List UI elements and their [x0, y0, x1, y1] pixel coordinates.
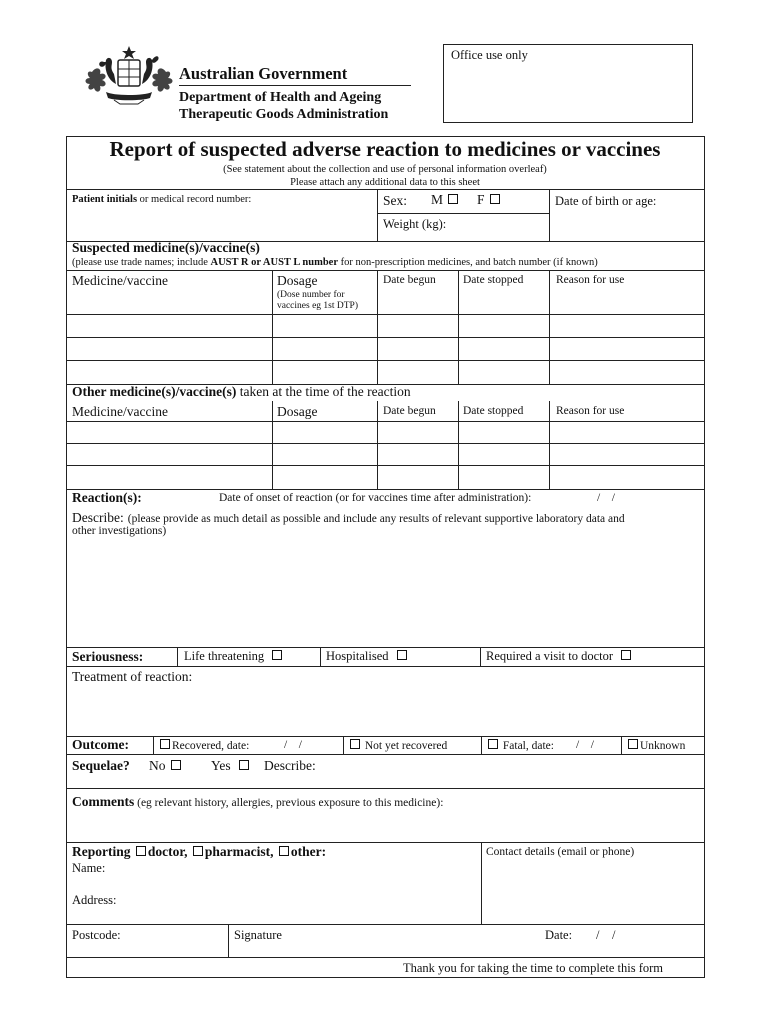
comments-input[interactable]	[70, 810, 702, 840]
other-row-1-dosage[interactable]	[274, 423, 375, 442]
suspected-row-1-date-stopped[interactable]	[460, 316, 547, 336]
outcome-not-recovered[interactable]: Not yet recovered	[348, 739, 447, 753]
suspected-col-medicine: Medicine/vaccine	[72, 273, 168, 288]
reaction-label: Reaction(s):	[72, 490, 142, 505]
suspected-col-date-stopped: Date stopped	[463, 274, 524, 286]
sex-male-checkbox[interactable]	[448, 194, 458, 204]
suspected-col-dosage-note-2: vaccines eg 1st DTP)	[277, 301, 358, 311]
visit-doctor-checkbox[interactable]	[621, 650, 631, 660]
other-row-1-medicine[interactable]	[68, 423, 270, 442]
other-row-2-dosage[interactable]	[274, 445, 375, 464]
treatment-input[interactable]	[70, 688, 702, 734]
reporting-label: Reporting doctor, pharmacist, other:	[72, 844, 327, 859]
unknown-checkbox[interactable]	[628, 739, 638, 749]
outcome-unknown[interactable]: Unknown	[626, 739, 685, 753]
reporter-address-input[interactable]	[128, 891, 478, 913]
reporter-name-input[interactable]	[115, 860, 477, 880]
comments-label: Comments (eg relevant history, allergies, previous exposure to this medicine):	[72, 794, 444, 809]
weight-label: Weight (kg):	[383, 217, 447, 231]
other-heading: Other medicine(s)/vaccine(s) taken at the time of the reaction	[72, 384, 411, 399]
reporter-doctor-checkbox[interactable]	[136, 846, 146, 856]
suspected-col-reason: Reason for use	[556, 274, 625, 286]
sequelae-describe-label: Describe:	[264, 758, 316, 773]
report-date-slashes: / /	[596, 928, 616, 942]
dob-label: Date of birth or age:	[555, 194, 657, 208]
suspected-row-2-medicine[interactable]	[68, 339, 270, 359]
weight-input[interactable]	[462, 215, 546, 237]
logo-rule	[179, 85, 411, 86]
life-threatening-checkbox[interactable]	[272, 650, 282, 660]
reaction-describe: Describe: (please provide as much detail as possible and include any results of relevant supportive laboratory data and	[72, 510, 625, 525]
sequelae-no-checkbox[interactable]	[171, 760, 181, 770]
other-row-3-dosage[interactable]	[274, 467, 375, 487]
reporter-address-label: Address:	[72, 893, 117, 907]
form-title: Report of suspected adverse reaction to medicines or vaccines	[109, 137, 661, 161]
seriousness-label: Seriousness:	[72, 649, 144, 664]
reaction-description-input[interactable]	[70, 540, 702, 645]
other-row-2-date-begun[interactable]	[379, 445, 456, 464]
government-crest	[84, 44, 174, 106]
outcome-recovered[interactable]: Recovered, date:	[158, 739, 249, 753]
sex-label: Sex:	[383, 193, 408, 208]
suspected-row-1-date-begun[interactable]	[379, 316, 456, 336]
suspected-row-2-dosage[interactable]	[274, 339, 375, 359]
reaction-onset-date: / /	[597, 492, 615, 504]
seriousness-visit-doctor[interactable]: Required a visit to doctor	[486, 650, 633, 664]
suspected-row-3-date-stopped[interactable]	[460, 362, 547, 382]
other-col-dosage: Dosage	[277, 404, 318, 419]
other-row-1-date-stopped[interactable]	[460, 423, 547, 442]
suspected-row-2-date-begun[interactable]	[379, 339, 456, 359]
suspected-col-dosage-note: (Dose number for	[277, 290, 345, 300]
seriousness-hospitalised[interactable]: Hospitalised	[326, 650, 409, 664]
patient-initials-input[interactable]	[72, 208, 372, 238]
reporter-pharmacist-checkbox[interactable]	[193, 846, 203, 856]
hospitalised-checkbox[interactable]	[397, 650, 407, 660]
coat-of-arms-icon	[84, 44, 174, 106]
signature-label: Signature	[234, 928, 282, 942]
seriousness-life-threatening[interactable]: Life threatening	[184, 650, 284, 664]
patient-initials-label: Patient initials or medical record number:	[72, 194, 252, 205]
other-row-1-date-begun[interactable]	[379, 423, 456, 442]
subtitle-attach: Please attach any additional data to this sheet	[290, 177, 480, 188]
contact-details-input[interactable]	[485, 862, 702, 922]
sex-female-checkbox[interactable]	[490, 194, 500, 204]
suspected-note: (please use trade names; include AUST R or AUST L number for non-prescription medicines, and batch number (if known)	[72, 257, 598, 268]
suspected-row-3-date-begun[interactable]	[379, 362, 456, 382]
suspected-heading: Suspected medicine(s)/vaccine(s)	[72, 240, 260, 255]
sequelae-no[interactable]: No	[149, 759, 183, 774]
treatment-label: Treatment of reaction:	[72, 669, 193, 684]
government-name: Australian Government	[179, 64, 348, 83]
agency-name: Therapeutic Goods Administration	[179, 107, 389, 122]
other-row-3-date-begun[interactable]	[379, 467, 456, 487]
sequelae-describe-input[interactable]	[326, 756, 702, 786]
outcome-recovered-date: / /	[284, 739, 302, 751]
dob-input[interactable]	[555, 212, 700, 238]
other-row-3-date-stopped[interactable]	[460, 467, 547, 487]
outcome-fatal-date: / /	[576, 739, 594, 751]
signature-input[interactable]	[292, 926, 538, 954]
reaction-onset-label: Date of onset of reaction (or for vaccines time after administration):	[219, 492, 532, 504]
suspected-row-2-reason[interactable]	[551, 339, 703, 359]
suspected-row-3-dosage[interactable]	[274, 362, 375, 382]
contact-details-label: Contact details (email or phone)	[486, 846, 635, 858]
other-row-2-reason[interactable]	[551, 445, 703, 464]
sequelae-label: Sequelae?	[72, 758, 130, 773]
other-row-3-reason[interactable]	[551, 467, 703, 487]
department-name: Department of Health and Ageing	[179, 90, 382, 105]
suspected-row-3-reason[interactable]	[551, 362, 703, 382]
recovered-checkbox[interactable]	[160, 739, 170, 749]
other-col-date-stopped: Date stopped	[463, 405, 524, 417]
suspected-col-date-begun: Date begun	[383, 274, 436, 286]
not-recovered-checkbox[interactable]	[350, 739, 360, 749]
subtitle-privacy: (See statement about the collection and use of personal information overleaf)	[223, 164, 547, 175]
suspected-row-1-reason[interactable]	[551, 316, 703, 336]
outcome-label: Outcome:	[72, 737, 129, 752]
other-col-reason: Reason for use	[556, 405, 625, 417]
suspected-row-1-medicine[interactable]	[68, 316, 270, 336]
suspected-row-2-date-stopped[interactable]	[460, 339, 547, 359]
reporter-other-checkbox[interactable]	[279, 846, 289, 856]
other-row-1-reason[interactable]	[551, 423, 703, 442]
other-col-date-begun: Date begun	[383, 405, 436, 417]
sex-male-option[interactable]: M	[431, 193, 460, 208]
suspected-col-dosage: Dosage	[277, 273, 318, 288]
sequelae-yes-checkbox[interactable]	[239, 760, 249, 770]
sequelae-yes[interactable]: Yes	[211, 759, 251, 774]
sex-female-option[interactable]: F	[477, 193, 502, 208]
report-date-label: Date:	[545, 928, 573, 942]
outcome-fatal[interactable]: Fatal, date:	[486, 739, 554, 753]
other-row-2-date-stopped[interactable]	[460, 445, 547, 464]
other-row-2-medicine[interactable]	[68, 445, 270, 464]
suspected-row-3-medicine[interactable]	[68, 362, 270, 382]
fatal-checkbox[interactable]	[488, 739, 498, 749]
footer-thanks: Thank you for taking the time to complete this form	[403, 961, 664, 975]
reporter-postcode-label: Postcode:	[72, 928, 121, 942]
reaction-describe-note-2: other investigations)	[72, 525, 167, 537]
other-col-medicine: Medicine/vaccine	[72, 404, 168, 419]
other-row-3-medicine[interactable]	[68, 467, 270, 487]
reporter-postcode-input[interactable]	[132, 926, 225, 954]
office-use-label: Office use only	[451, 48, 528, 62]
suspected-row-1-dosage[interactable]	[274, 316, 375, 336]
reporter-name-label: Name:	[72, 861, 106, 875]
